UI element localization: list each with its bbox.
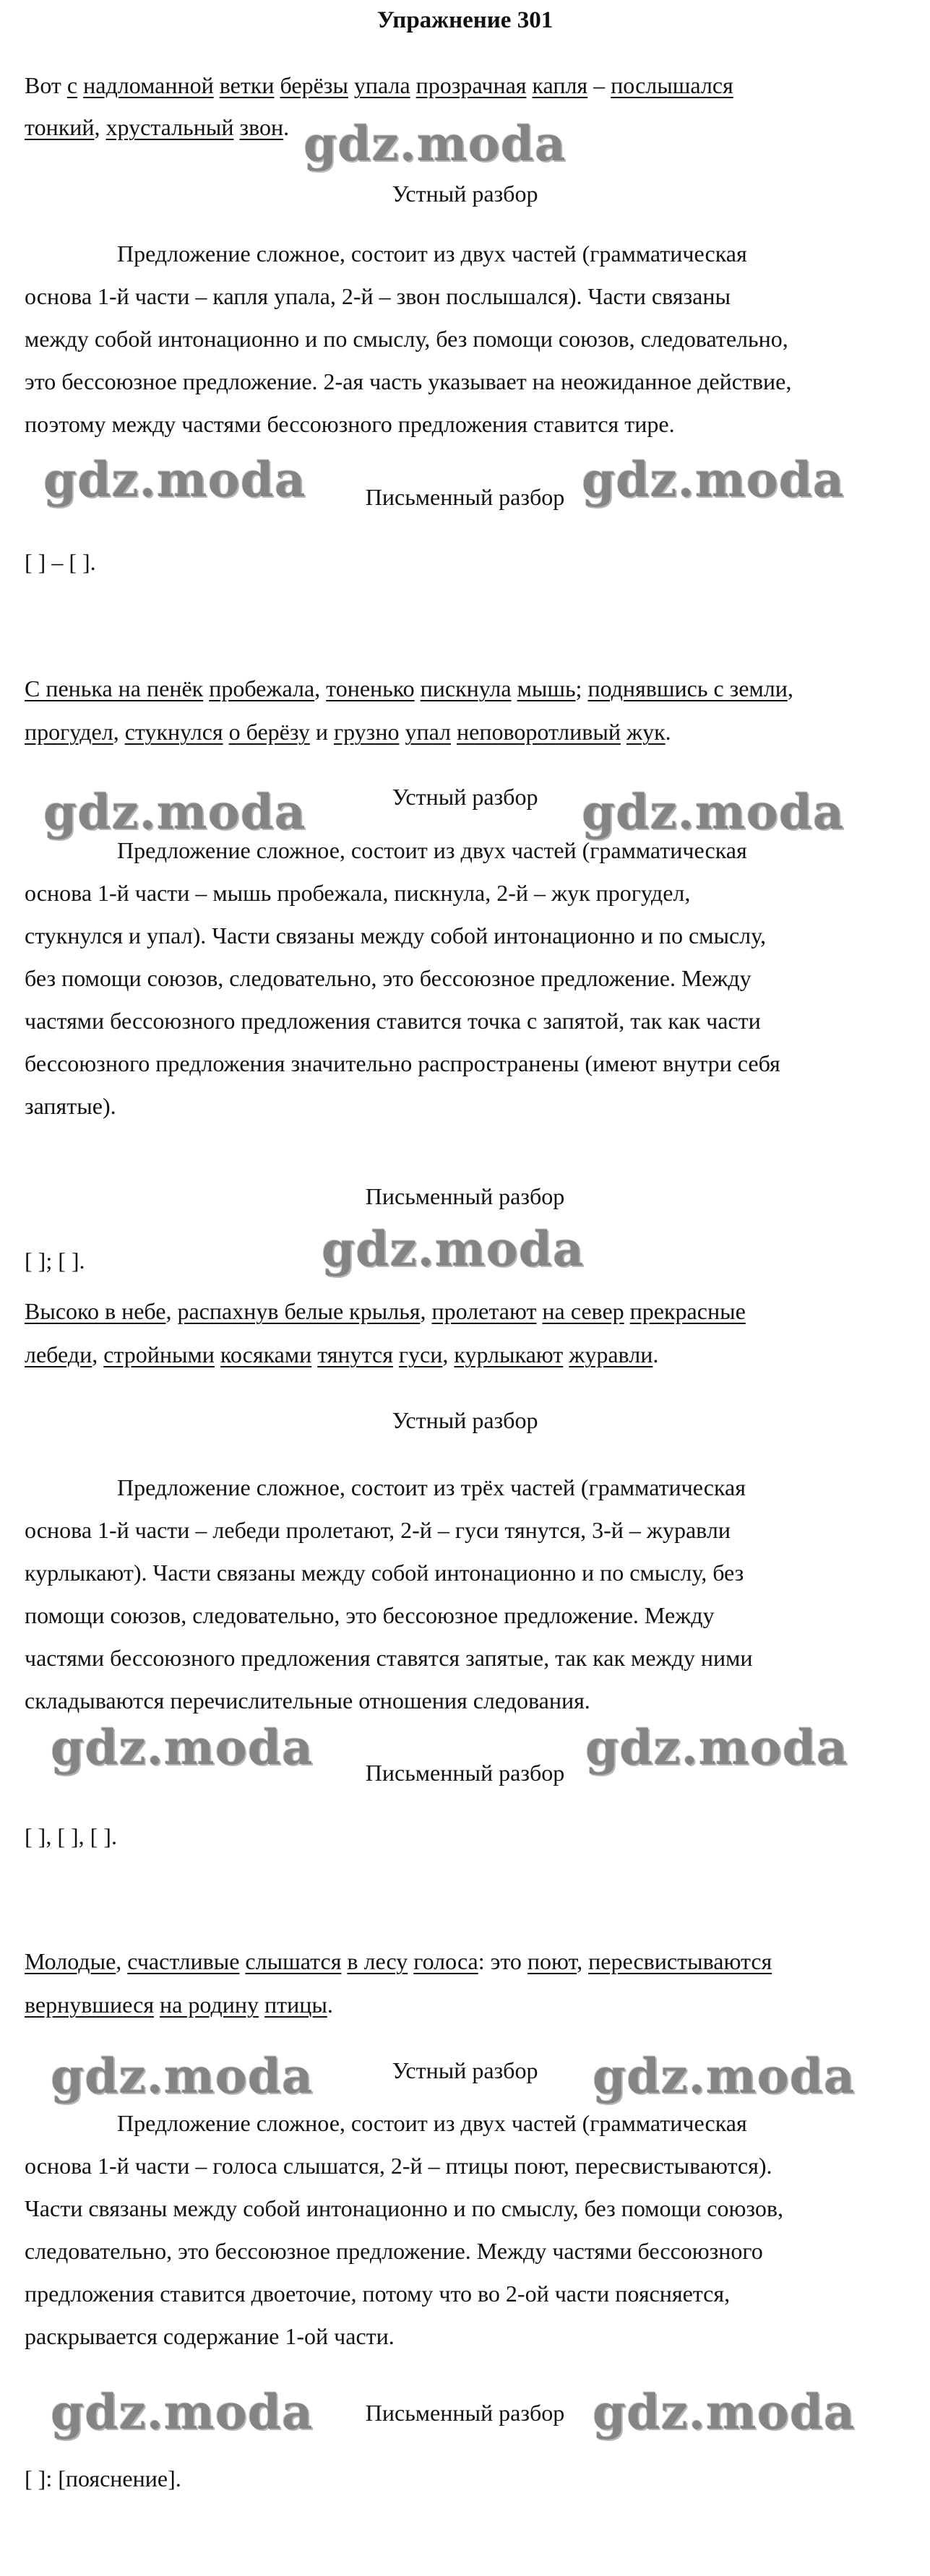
underlined-sentence-member: птицы (264, 1992, 327, 2018)
underlined-sentence-member: слышатся (245, 1948, 342, 1974)
watermark-logo: gdz.moda (51, 2384, 314, 2440)
underlined-sentence-member: тоненько (326, 675, 415, 701)
sentence-scheme: [ ]: [пояснение]. (25, 2465, 181, 2491)
underlined-sentence-member: звон (239, 114, 284, 140)
underlined-sentence-member: распахнув белые крылья (177, 1298, 421, 1324)
sentence-text (311, 1341, 317, 1367)
sentence-text: , (92, 1341, 104, 1367)
underlined-sentence-member: на родину (160, 1992, 259, 2018)
oral-line: предложения ставится двоеточие, потому что во 2-ой части поясняется, (25, 2281, 731, 2307)
oral-line: курлыкают). Части связаны между собой интонационно и по смыслу, без (25, 1560, 744, 1586)
sentence-line (25, 1948, 772, 1975)
sentence-line (25, 675, 793, 702)
oral-line: Предложение сложное, состоит из трёх частей (грамматическая (117, 1474, 746, 1500)
sentence-scheme: [ ], [ ], [ ]. (25, 1823, 117, 1849)
oral-analysis-text (25, 1466, 856, 1722)
oral-line: стукнулся и упал). Части связаны между собой интонационно и по смыслу, (25, 922, 766, 948)
watermark-logo: gdz.moda (582, 784, 845, 840)
sentence-text (512, 675, 517, 701)
sentence-text (203, 675, 209, 701)
sentence-text (214, 72, 220, 98)
underlined-sentence-member: тонкий (25, 114, 95, 140)
oral-line: Части связаны между собой интонационно и по смыслу, без помощи союзов, (25, 2195, 783, 2221)
sentence-text: , (314, 675, 327, 701)
underlined-sentence-member: косяками (220, 1341, 312, 1367)
oral-analysis-heading: Устный разбор (392, 2057, 538, 2083)
written-analysis-heading: Письменный разбор (365, 2400, 565, 2426)
sentence-text: Вот (25, 72, 67, 98)
oral-analysis-heading: Устный разбор (392, 1407, 538, 1433)
sentence-text (215, 1341, 220, 1367)
sentence-text: , (420, 1298, 432, 1324)
underlined-sentence-member: тянутся (317, 1341, 393, 1367)
written-analysis-heading: Письменный разбор (365, 1760, 565, 1786)
sentence-scheme: [ ] – [ ]. (25, 549, 96, 575)
sentence-text (77, 72, 83, 98)
sentence-line (25, 719, 671, 745)
oral-analysis-text (25, 829, 856, 1128)
underlined-sentence-member: прозрачная (416, 72, 527, 98)
underlined-sentence-member: послышался (611, 72, 733, 98)
sentence-text: , (442, 1341, 455, 1367)
underlined-sentence-member: в лесу (347, 1948, 408, 1974)
underlined-sentence-member: журавли (569, 1341, 653, 1367)
sentence-line (25, 1992, 333, 2018)
sentence-text (348, 72, 354, 98)
watermark-logo: gdz.moda (43, 784, 306, 840)
sentence-line (25, 72, 733, 99)
watermark-logo: gdz.moda (593, 2384, 856, 2440)
sentence-line (25, 1341, 658, 1368)
underlined-sentence-member: о берёзу (228, 719, 310, 745)
sentence-text: . (283, 114, 290, 140)
underlined-sentence-member: гуси (398, 1341, 443, 1367)
sentence-text (223, 719, 229, 745)
underlined-sentence-member: голоса (413, 1948, 478, 1974)
underlined-sentence-member: хрустальный (106, 114, 234, 140)
sentence-text: , (577, 1948, 589, 1974)
oral-analysis-text (25, 2102, 856, 2358)
sentence-text: : это (478, 1948, 528, 1974)
oral-line: раскрывается содержание 1-ой части. (25, 2323, 395, 2349)
oral-line: основа 1-й части – голоса слышатся, 2-й – птицы поют, пересвистываются). (25, 2153, 772, 2179)
sentence-text (451, 719, 457, 745)
oral-line: частями бессоюзного предложения ставятся запятые, так как между ними (25, 1645, 753, 1671)
oral-line: Предложение сложное, состоит из двух частей (грамматическая (117, 241, 747, 267)
underlined-sentence-member: вернувшиеся (25, 1992, 155, 2018)
sentence-text: , (116, 1948, 128, 1974)
sentence-text: . (665, 719, 671, 745)
sentence-text: , (113, 719, 125, 745)
underlined-sentence-member: мышь (517, 675, 576, 701)
watermark-logo: gdz.moda (585, 1719, 848, 1776)
sentence-text (621, 719, 627, 745)
sentence-scheme: [ ]; [ ]. (25, 1248, 85, 1274)
sentence-text (154, 1992, 160, 2018)
sentence-text: – (587, 72, 611, 98)
oral-line: основа 1-й части – лебеди пролетают, 2-й – гуси тянутся, 3-й – журавли (25, 1517, 731, 1543)
underlined-sentence-member: упал (405, 719, 452, 745)
oral-line: между собой интонационно и по смыслу, без помощи союзов, следовательно, (25, 326, 788, 352)
sentence-text: , (787, 675, 793, 701)
watermark-logo: gdz.moda (51, 2048, 314, 2104)
underlined-sentence-member: поют (527, 1948, 577, 1974)
watermark-logo: gdz.moda (593, 2048, 856, 2104)
watermark-logo: gdz.moda (303, 116, 567, 172)
oral-analysis-heading: Устный разбор (392, 181, 538, 207)
sentence-text: . (327, 1992, 333, 2018)
underlined-sentence-member: прогудел (25, 719, 113, 745)
underlined-sentence-member: прекрасные (629, 1298, 746, 1324)
underlined-sentence-member: Высоко в небе (25, 1298, 166, 1324)
written-analysis-heading: Письменный разбор (365, 1183, 565, 1209)
oral-line: частями бессоюзного предложения ставится точка с запятой, так как части (25, 1008, 761, 1034)
underlined-sentence-member: пискнула (420, 675, 512, 701)
underlined-sentence-member: лебеди (25, 1341, 92, 1367)
oral-line: помощи союзов, следовательно, это бессоюзное предложение. Между (25, 1602, 715, 1628)
underlined-sentence-member: пролетают (431, 1298, 537, 1324)
oral-line: Предложение сложное, состоит из двух частей (грамматическая (117, 837, 747, 863)
underlined-sentence-member: стройными (103, 1341, 215, 1367)
underlined-sentence-member: пересвистываются (588, 1948, 772, 1974)
underlined-sentence-member: С пенька на пенёк (25, 675, 204, 701)
underlined-sentence-member: упала (353, 72, 410, 98)
watermark-logo: gdz.moda (43, 451, 306, 508)
watermark-logo: gdz.moda (322, 1221, 585, 1277)
sentence-text (415, 675, 421, 701)
sentence-text: ; (575, 675, 588, 701)
underlined-sentence-member: на север (542, 1298, 624, 1324)
watermark-logo: gdz.moda (51, 1719, 314, 1776)
written-analysis-heading: Письменный разбор (365, 484, 565, 510)
underlined-sentence-member: ветки (219, 72, 275, 98)
page-title: Упражнение 301 (376, 7, 554, 33)
sentence-text (259, 1992, 264, 2018)
oral-analysis-text (25, 233, 856, 446)
underlined-sentence-member: счастливые (127, 1948, 240, 1974)
underlined-sentence-member: стукнулся (124, 719, 223, 745)
sentence-line (25, 114, 289, 141)
underlined-sentence-member: поднявшись с земли (587, 675, 788, 701)
oral-line: поэтому между частями бессоюзного предложения ставится тире. (25, 411, 675, 437)
oral-analysis-heading: Устный разбор (392, 784, 538, 810)
underlined-sentence-member: жук (626, 719, 666, 745)
underlined-sentence-member: грузно (333, 719, 400, 745)
underlined-sentence-member: с (66, 72, 78, 98)
oral-line: запятые). (25, 1093, 116, 1119)
sentence-text (410, 72, 416, 98)
oral-line: следовательно, это бессоюзное предложение. Между частями бессоюзного (25, 2238, 763, 2264)
oral-line: это бессоюзное предложение. 2-ая часть указывает на неожиданное действие, (25, 368, 792, 394)
underlined-sentence-member: надломанной (83, 72, 214, 98)
sentence-text: . (653, 1341, 659, 1367)
sentence-line (25, 1298, 746, 1325)
underlined-sentence-member: курлыкают (454, 1341, 564, 1367)
underlined-sentence-member: берёзы (280, 72, 348, 98)
watermark-logo: gdz.moda (582, 451, 845, 508)
underlined-sentence-member: капля (532, 72, 588, 98)
oral-line: без помощи союзов, следовательно, это бессоюзное предложение. Между (25, 965, 752, 991)
oral-line: основа 1-й части – капля упала, 2-й – звон послышался). Части связаны (25, 283, 731, 309)
sentence-text (624, 1298, 630, 1324)
oral-line: основа 1-й части – мышь пробежала, пискнула, 2-й – жук прогудел, (25, 880, 691, 906)
oral-line: складываются перечислительные отношения следования. (25, 1687, 590, 1713)
sentence-text (393, 1341, 399, 1367)
sentence-text: , (94, 114, 106, 140)
oral-line: бессоюзного предложения значительно распространены (имеют внутри себя (25, 1050, 780, 1076)
underlined-sentence-member: Молодые (25, 1948, 116, 1974)
underlined-sentence-member: пробежала (209, 675, 315, 701)
sentence-text: и (309, 719, 334, 745)
oral-line: Предложение сложное, состоит из двух частей (грамматическая (117, 2110, 747, 2136)
underlined-sentence-member: неповоротливый (457, 719, 621, 745)
sentence-text: , (165, 1298, 178, 1324)
